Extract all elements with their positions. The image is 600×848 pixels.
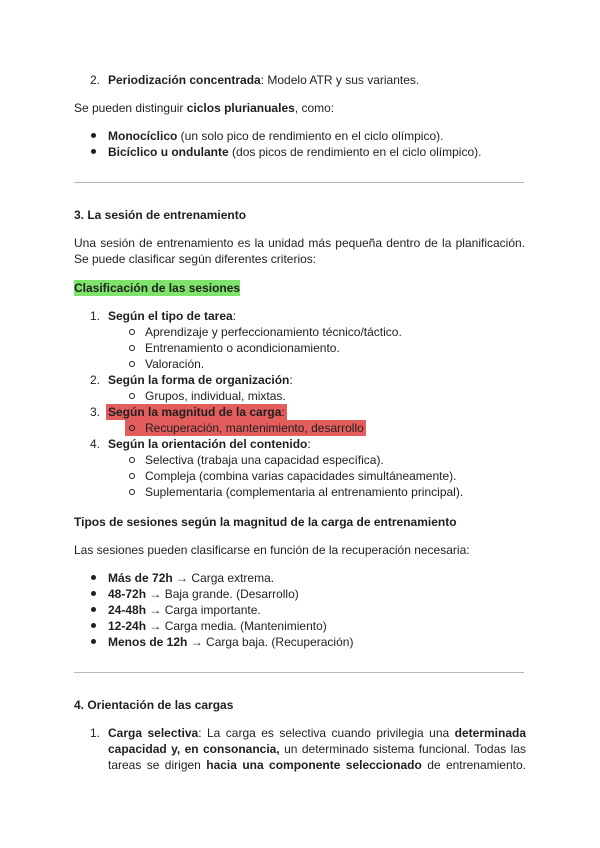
section4-line1: Carga selectiva: La carga es selectiva cuando privilegia una determinada bbox=[108, 726, 526, 740]
top-list-number: 2. bbox=[90, 73, 101, 87]
class-item-number: 1. bbox=[90, 309, 101, 323]
class-sub-item: Suplementaria (complementaria al entrenamiento principal). bbox=[145, 485, 464, 499]
class-item-number: 2. bbox=[90, 373, 101, 387]
section3-para-line1: Una sesión de entrenamiento es la unidad más pequeña dentro de la planificación. bbox=[74, 236, 525, 250]
classification-subheading: Clasificación de las sesiones bbox=[74, 281, 241, 295]
section4-heading: 4. Orientación de las cargas bbox=[74, 698, 234, 712]
class-item-label: Según la magnitud de la carga: bbox=[108, 405, 285, 419]
plurianual-paragraph: Se pueden distinguir ciclos plurianuales, como: bbox=[74, 101, 335, 115]
bullet-icon bbox=[91, 591, 96, 596]
section4-line3: tareas se dirigen hacia una componente seleccionado de entrenamiento. bbox=[108, 758, 526, 772]
sub-bullet-icon bbox=[129, 489, 135, 495]
sub-bullet-icon bbox=[129, 457, 135, 463]
top-list-item bbox=[108, 72, 419, 88]
class-sub-item: Selectiva (trabaja una capacidad específica). bbox=[145, 453, 384, 467]
top-item-text: : Modelo ATR y sus variantes. bbox=[260, 73, 420, 87]
class-sub-item: Compleja (combina varias capacidades simultáneamente). bbox=[145, 469, 457, 483]
section4-item-number: 1. bbox=[90, 726, 101, 740]
list-item-mono: Monocíclico (un solo pico de rendimiento en el ciclo olímpico). bbox=[108, 129, 444, 143]
types-intro: Las sesiones pueden clasificarse en función de la recuperación necesaria: bbox=[74, 543, 470, 557]
types-heading: Tipos de sesiones según la magnitud de la carga de entrenamiento bbox=[74, 515, 457, 529]
sub-bullet-icon bbox=[129, 425, 135, 431]
section3-para-line2: Se puede clasificar según diferentes criterios: bbox=[74, 252, 317, 266]
class-sub-item: Aprendizaje y perfeccionamiento técnico/táctico. bbox=[145, 325, 402, 339]
class-sub-item: Grupos, individual, mixtas. bbox=[145, 389, 286, 403]
bullet-icon bbox=[91, 639, 96, 644]
types-item: 48-72h → Baja grande. (Desarrollo) bbox=[108, 587, 299, 601]
class-sub-item: Valoración. bbox=[145, 357, 205, 371]
sub-bullet-icon bbox=[129, 393, 135, 399]
divider bbox=[74, 182, 524, 183]
class-sub-item: Recuperación, mantenimiento, desarrollo bbox=[145, 421, 364, 435]
class-item-label: Según el tipo de tarea: bbox=[108, 309, 237, 323]
divider bbox=[74, 672, 524, 673]
bullet-icon bbox=[91, 575, 96, 580]
types-item: 24-48h → Carga importante. bbox=[108, 603, 261, 617]
class-item-number: 4. bbox=[90, 437, 101, 451]
sub-bullet-icon bbox=[129, 361, 135, 367]
list-item-bi: Bicíclico u ondulante (dos picos de rendimiento en el ciclo olímpico). bbox=[108, 145, 482, 159]
types-item: Menos de 12h → Carga baja. (Recuperación) bbox=[108, 635, 354, 649]
top-item-bold: Periodización concentrada bbox=[108, 73, 261, 87]
class-sub-item: Entrenamiento o acondicionamiento. bbox=[145, 341, 340, 355]
section3-heading: 3. La sesión de entrenamiento bbox=[74, 208, 247, 222]
bullet-icon bbox=[91, 133, 96, 138]
bullet-icon bbox=[91, 623, 96, 628]
sub-bullet-icon bbox=[129, 329, 135, 335]
types-item: 12-24h → Carga media. (Mantenimiento) bbox=[108, 619, 327, 633]
class-item-number: 3. bbox=[90, 405, 101, 419]
bullet-icon bbox=[91, 607, 96, 612]
sub-bullet-icon bbox=[129, 473, 135, 479]
class-item-label: Según la orientación del contenido: bbox=[108, 437, 311, 451]
class-item-label: Según la forma de organización: bbox=[108, 373, 293, 387]
sub-bullet-icon bbox=[129, 345, 135, 351]
section4-line2: capacidad y, en consonancia, un determinado sistema funcional. Todas las bbox=[108, 742, 526, 756]
bullet-icon bbox=[91, 149, 96, 154]
types-item: Más de 72h → Carga extrema. bbox=[108, 571, 275, 585]
